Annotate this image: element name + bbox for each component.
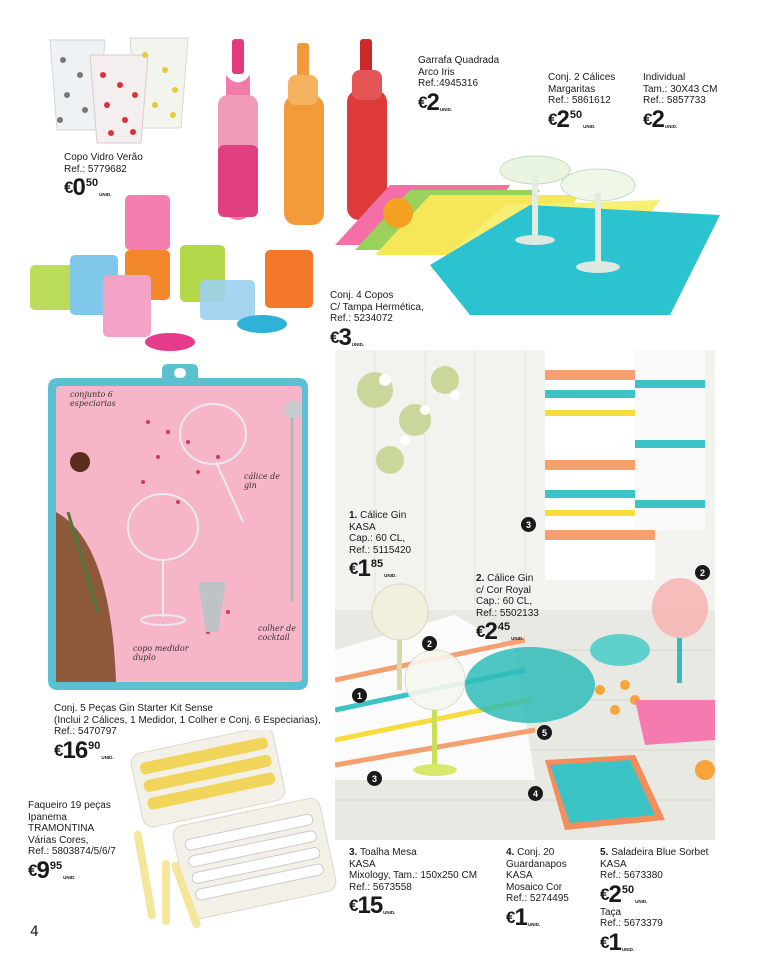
product-line4: Várias Cores, — [28, 834, 89, 846]
price-currency: € — [600, 932, 609, 952]
price-integer: 1 — [514, 903, 527, 931]
price-decimal: 50 — [569, 108, 583, 121]
price-integer: 2 — [608, 880, 621, 908]
price-currency: € — [349, 896, 358, 915]
price-tag — [349, 557, 411, 581]
price-unit: UNID. — [439, 106, 453, 112]
price-tag — [643, 105, 717, 133]
product-line2: Guardanapos — [506, 858, 567, 870]
product-saladeira — [600, 847, 708, 955]
product-line1: Garrafa Quadrada — [418, 55, 500, 66]
price-unit: UNID. — [583, 123, 596, 129]
product-ref: Ref.: 5861612 — [548, 95, 611, 106]
price-unit: UNID. — [511, 636, 524, 641]
price-decimal: 45 — [497, 621, 511, 633]
price-unit: UNID. — [664, 123, 678, 129]
product-ref: Ref.: 5803874/5/6/7 — [28, 846, 116, 857]
product-ref: Ref.: 5274495 — [506, 893, 569, 904]
product-guardanapos — [506, 847, 569, 930]
product-line4: Mosaico Cor — [506, 881, 563, 893]
product-line2: KASA — [349, 521, 376, 533]
price-currency: € — [506, 907, 515, 927]
price-integer: 3 — [338, 323, 351, 351]
product-line1: Faqueiro 19 peças — [28, 800, 111, 811]
product-ref: Ref.:4945316 — [418, 78, 479, 89]
page-number: 4 — [30, 924, 39, 940]
price-integer: 16 — [62, 736, 88, 764]
price-decimal: 95 — [49, 859, 63, 872]
sub-product-name: Taça — [600, 906, 622, 918]
price-currency: € — [548, 109, 557, 129]
badge-3: 3 — [521, 517, 536, 532]
badge-1: 1 — [352, 688, 367, 703]
polka-dot-glasses-photo — [45, 35, 195, 145]
price-integer: 2 — [651, 105, 664, 133]
product-line1: Conj. 20 — [517, 847, 555, 858]
product-line2: KASA — [600, 858, 627, 870]
product-number: 3. — [349, 847, 358, 858]
product-number: 4. — [506, 847, 515, 858]
product-ref: Ref.: 5673558 — [349, 881, 412, 893]
price-integer: 15 — [357, 892, 383, 919]
price-unit: UNID. — [351, 341, 365, 347]
product-copos-tampa — [330, 290, 424, 350]
price-decimal: 50 — [85, 177, 99, 189]
price-unit: UNID. — [635, 898, 648, 904]
price-tag — [330, 323, 424, 351]
price-tag — [548, 105, 615, 133]
product-line2: Arco Iris — [418, 66, 455, 78]
price-tag — [418, 88, 499, 116]
product-line1: Conj. 5 Peças Gin Starter Kit Sense — [54, 703, 213, 714]
product-copo-vidro — [64, 152, 143, 200]
product-line3: Cap.: 60 CL, — [476, 596, 533, 607]
note-colher: colher de cocktail — [258, 624, 296, 642]
product-line1: Individual — [643, 72, 686, 83]
price-unit: UNID. — [383, 910, 396, 915]
price-currency: € — [28, 860, 37, 880]
badge-2: 2 — [422, 636, 437, 651]
product-name: Copo Vidro Verão — [64, 152, 143, 163]
badge-4: 4 — [528, 786, 543, 801]
product-line2: Ipanema — [28, 811, 67, 823]
product-ref: Ref.: 5779682 — [64, 163, 127, 175]
product-number: 2. — [476, 573, 485, 584]
product-line3: TRAMONTINA — [28, 823, 95, 834]
product-individual — [643, 72, 717, 132]
price-unit: UNID. — [101, 754, 114, 760]
product-line1: Toalha Mesa — [359, 847, 417, 858]
price-currency: € — [418, 92, 427, 112]
product-line1: Conj. 4 Copos — [330, 290, 394, 301]
hermetic-cups-photo — [25, 190, 325, 360]
product-ref: Ref.: 5234072 — [330, 313, 393, 324]
price-currency: € — [600, 884, 609, 904]
product-ref: Ref.: 5115420 — [349, 544, 412, 556]
product-line3: Cap.: 60 CL, — [349, 533, 406, 544]
note-calice: cálice de gin — [244, 472, 280, 490]
price-currency: € — [349, 559, 358, 578]
product-line2: Tam.: 30X43 CM — [643, 83, 718, 95]
price-unit: UNID. — [63, 874, 76, 880]
product-garrafa — [418, 55, 499, 115]
price-decimal: 85 — [370, 558, 384, 570]
product-line3: KASA — [506, 870, 533, 881]
product-calices-margaritas — [548, 72, 615, 132]
price-currency: € — [476, 622, 485, 641]
product-gin-kit — [54, 703, 321, 763]
price-integer: 2 — [484, 618, 497, 645]
price-currency: € — [54, 740, 63, 760]
product-number: 5. — [600, 847, 609, 858]
price-decimal: 90 — [88, 739, 101, 752]
price-unit: UNID. — [384, 573, 397, 578]
product-line2: c/ Cor Royal — [476, 584, 532, 596]
product-line2: KASA — [349, 858, 376, 870]
price-tag — [600, 880, 708, 908]
product-line1: Conj. 2 Cálices — [548, 72, 616, 83]
badge-5: 5 — [537, 725, 552, 740]
price-decimal: 50 — [621, 883, 635, 896]
product-line1: Cálice Gin — [487, 573, 534, 584]
product-calice-gin-cor — [476, 573, 539, 644]
product-ref: Ref.: 5470797 — [54, 726, 117, 737]
product-ref: Ref.: 5502133 — [476, 607, 539, 619]
product-faqueiro — [28, 800, 116, 883]
price-tag — [349, 894, 477, 918]
product-line3: Mixology, Tam.: 150x250 CM — [349, 870, 478, 881]
price-tag — [64, 176, 143, 200]
product-ref: Ref.: 5857733 — [643, 95, 706, 106]
product-calice-gin-kasa — [349, 510, 411, 581]
note-especiarias: conjunto 6 especiarias — [70, 390, 116, 408]
price-currency: € — [64, 178, 73, 197]
price-tag — [506, 903, 569, 931]
price-tag — [54, 736, 321, 764]
sub-price-tag — [600, 928, 708, 956]
product-line2: (Inclui 2 Cálices, 1 Medidor, 1 Colher e Conj. 6 Especiarias), — [54, 714, 321, 726]
price-tag — [28, 856, 116, 884]
price-integer: 0 — [72, 174, 85, 201]
note-copo: copo medidor duplo — [133, 644, 189, 662]
sub-product-ref: Ref.: 5673379 — [600, 918, 663, 929]
badge-2: 2 — [695, 565, 710, 580]
price-integer: 9 — [36, 856, 49, 884]
product-number: 1. — [349, 510, 358, 521]
product-toalha — [349, 847, 477, 918]
product-ref: Ref.: 5673380 — [600, 870, 663, 881]
product-line2: Margaritas — [548, 83, 596, 95]
price-tag — [476, 620, 539, 644]
product-line2: C/ Tampa Hermética, — [330, 301, 424, 313]
gin-kit-board-photo — [48, 362, 310, 690]
product-line1: Saladeira Blue Sorbet — [611, 847, 709, 858]
price-currency: € — [643, 109, 652, 129]
price-unit: UNID. — [99, 192, 112, 197]
price-integer: 2 — [556, 105, 569, 133]
badge-3: 3 — [367, 771, 382, 786]
price-unit: UNID. — [527, 921, 541, 927]
price-unit: UNID. — [621, 946, 635, 952]
price-integer: 1 — [357, 555, 370, 582]
product-line1: Cálice Gin — [360, 510, 407, 521]
price-integer: 1 — [608, 928, 621, 956]
price-currency: € — [330, 327, 339, 347]
price-integer: 2 — [426, 88, 439, 116]
